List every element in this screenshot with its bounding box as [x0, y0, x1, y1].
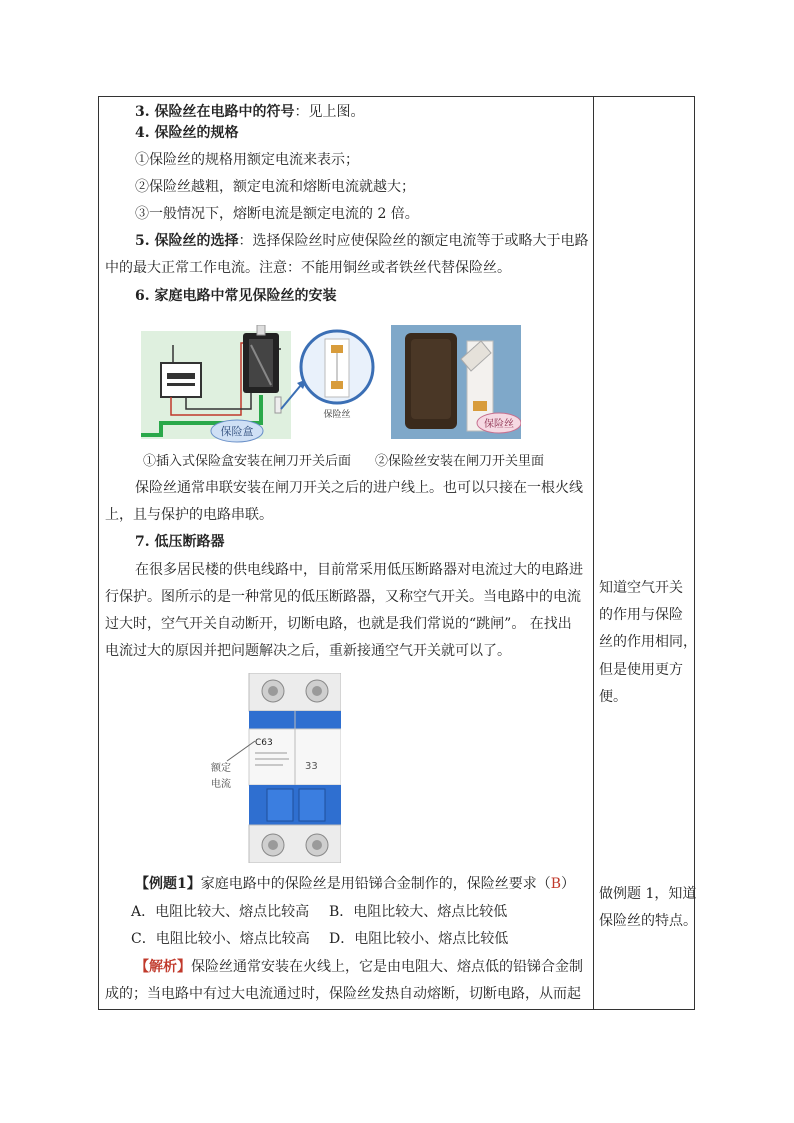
caption-figure-2: ②保险丝安装在闸刀开关里面: [375, 454, 545, 469]
option-a: A．电阻比较大、熔点比较高: [131, 904, 310, 920]
note-line-7: 保险丝的特点。: [599, 913, 697, 929]
fuse-box-label: 保险盒: [220, 425, 254, 438]
line-fuse-symbol: 3. 保险丝在电路中的符号：见上图。: [135, 104, 365, 120]
figure-air-switch: [211, 673, 341, 863]
heading-fuse-install: 6. 家庭电路中常见保险丝的安装: [135, 288, 337, 304]
heading-circuit-breaker: 7. 低压断路器: [135, 534, 225, 550]
content-column: [99, 97, 593, 1009]
note-line-2: 的作用与保险: [599, 607, 683, 623]
breaker-number: 33: [305, 761, 318, 772]
note-line-5: 便。: [599, 689, 627, 705]
paragraph-breaker-1: 在很多居民楼的供电线路中，目前常采用低压断路器对电流过大的电路进: [135, 562, 583, 578]
rated-current-label-1: 额定: [211, 763, 231, 774]
option-d: D．电阻比较小、熔点比较低: [329, 931, 509, 947]
figure-fuse-box-installation: [141, 325, 375, 443]
paragraph-fuse-series-cont: 上，且与保护的电路串联。: [105, 507, 273, 523]
line-fuse-selection-cont: 中的最大正常工作电流。注意：不能用铜丝或者铁丝代替保险丝。: [105, 260, 511, 276]
paragraph-fuse-series: 保险丝通常串联安装在闸刀开关之后的进户线上。也可以只接在一根火线: [135, 480, 583, 496]
spec-item-1: ①保险丝的规格用额定电流来表示；: [135, 152, 359, 168]
example-question: 【例题1】家庭电路中的保险丝是用铅锑合金制作的，保险丝要求（B）: [135, 876, 576, 892]
paragraph-breaker-3: 过大时，空气开关自动断开，切断电路，也就是我们常说的“跳闸”。 在找出: [105, 616, 572, 632]
spec-item-2: ②保险丝越粗，额定电流和熔断电流就越大；: [135, 179, 415, 195]
note-line-4: 但是使用更方: [599, 662, 683, 678]
option-b: B．电阻比较大、熔点比较低: [329, 904, 508, 920]
line-fuse-selection: 5. 保险丝的选择：选择保险丝时应使保险丝的额定电流等于或略大于电路: [135, 233, 589, 249]
notes-column: [594, 97, 697, 1009]
note-line-3: 丝的作用相同，: [599, 634, 697, 650]
spec-item-3: ③一般情况下，熔断电流是额定电流的 2 倍。: [135, 206, 419, 222]
note-line-1: 知道空气开关: [599, 580, 683, 596]
lesson-table: [98, 96, 695, 1010]
heading-fuse-spec: 4. 保险丝的规格: [135, 125, 239, 141]
figure-knife-switch-fuse: [391, 325, 521, 443]
breaker-model: C63: [255, 738, 273, 748]
fuse-wire-label-2: 保险丝: [484, 419, 514, 430]
paragraph-breaker-4: 电流过大的原因并把问题解决之后，重新接通空气开关就可以了。: [105, 643, 511, 659]
note-line-6: 做例题 1，知道: [599, 886, 697, 902]
option-c: C．电阻比较小、熔点比较高: [131, 931, 310, 947]
solution-line-2: 成的；当电路中有过大电流通过时，保险丝发热自动熔断，切断电路，从而起: [105, 986, 581, 1002]
caption-figure-1: ①插入式保险盒安装在闸刀开关后面: [143, 454, 352, 469]
fuse-wire-label-1: 保险丝: [323, 410, 351, 420]
paragraph-breaker-2: 行保护。图所示的是一种常见的低压断路器，又称空气开关。当电路中的电流: [105, 589, 581, 605]
solution-line-1: 【解析】保险丝通常安装在火线上，它是由电阻大、熔点低的铅锑合金制: [135, 959, 583, 975]
rated-current-label-2: 电流: [211, 779, 231, 790]
